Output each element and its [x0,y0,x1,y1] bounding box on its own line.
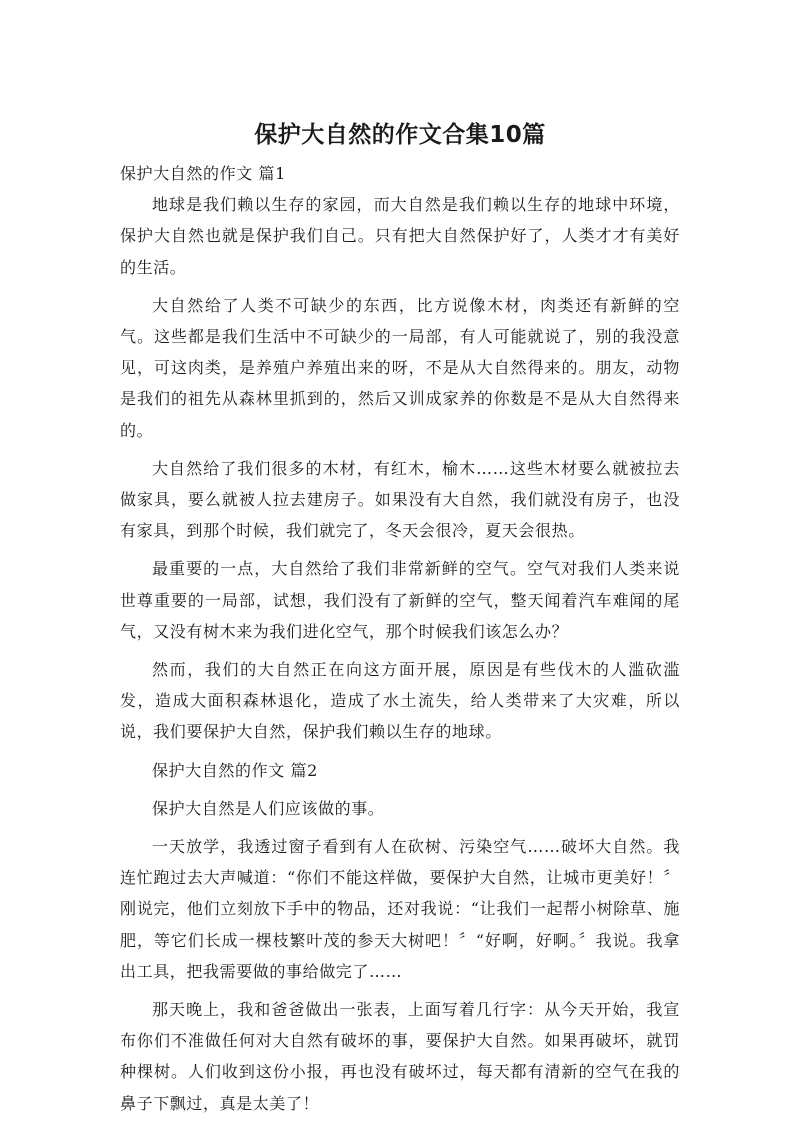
paragraph: 然而，我们的大自然正在向这方面开展，原因是有些伐木的人滥砍滥发，造成大面积森林退化，造成了水土流失，给人类带来了大灾难，所以说，我们要保护大自然，保护我们赖以生存的地球。 [120,660,680,742]
paragraph: 大自然给了人类不可缺少的东西，比方说像木材，肉类还有新鲜的空气。这些都是我们生活中不可缺少的一局部，有人可能就说了，别的我没意见，可这肉类，是养殖户养殖出来的呀，不是从大自然得来的。朋友，动物是我们的祖先从森林里抓到的，然后又训成家养的你数是不是从大自然得来的。 [120,295,680,440]
paragraph: 一天放学，我透过窗子看到有人在砍树、污染空气……破坏大自然。我连忙跑过去大声喊道：“你们不能这样做，要保护大自然，让城市更美好！〞刚说完，他们立刻放下手中的物品，还对我说：“让我们一起帮小树除草、施肥，等它们长成一棵枝繁叶茂的参天大树吧！〞“好啊，好啊。〞我说。我拿出工具，把我需要做的事给做完了…… [120,837,680,981]
document-title: 保护大自然的作文合集10篇 [254,122,546,148]
paragraph: 最重要的一点，大自然给了我们非常新鲜的空气。空气对我们人类来说世尊重要的一局部，试想，我们没有了新鲜的空气，整天闻着汽车难闻的尾气，又没有树木来为我们进化空气，那个时候我们该怎么办？ [120,559,680,641]
section-heading: 保护大自然的作文 篇1 [120,164,286,183]
paragraph: 地球是我们赖以生存的家园，而大自然是我们赖以生存的地球中环境，保护大自然也就是保护我们自己。只有把大自然保护好了，人类才才有美好的生活。 [120,195,680,277]
paragraph: 那天晚上，我和爸爸做出一张表，上面写着几行字：从今天开始，我宣布你们不准做任何对大自然有破坏的事，要保护大自然。如果再破坏，就罚种棵树。人们收到这份小报，再也没有破坏过，每天都有清新的空气在我的鼻子下飘过，真是太美了！ [120,1000,680,1113]
document-body [120,158,680,1119]
paragraph: 保护大自然是人们应该做的事。 [152,798,385,818]
section-heading: 保护大自然的作文 篇2 [152,760,318,780]
paragraph: 大自然给了我们很多的木材，有红木，榆木……这些木材要么就被拉去做家具，要么就被人拉去建房子。如果没有大自然，我们就没有房子，也没有家具，到那个时候，我们就完了，冬天会很冷，夏天会很热。 [120,458,680,541]
